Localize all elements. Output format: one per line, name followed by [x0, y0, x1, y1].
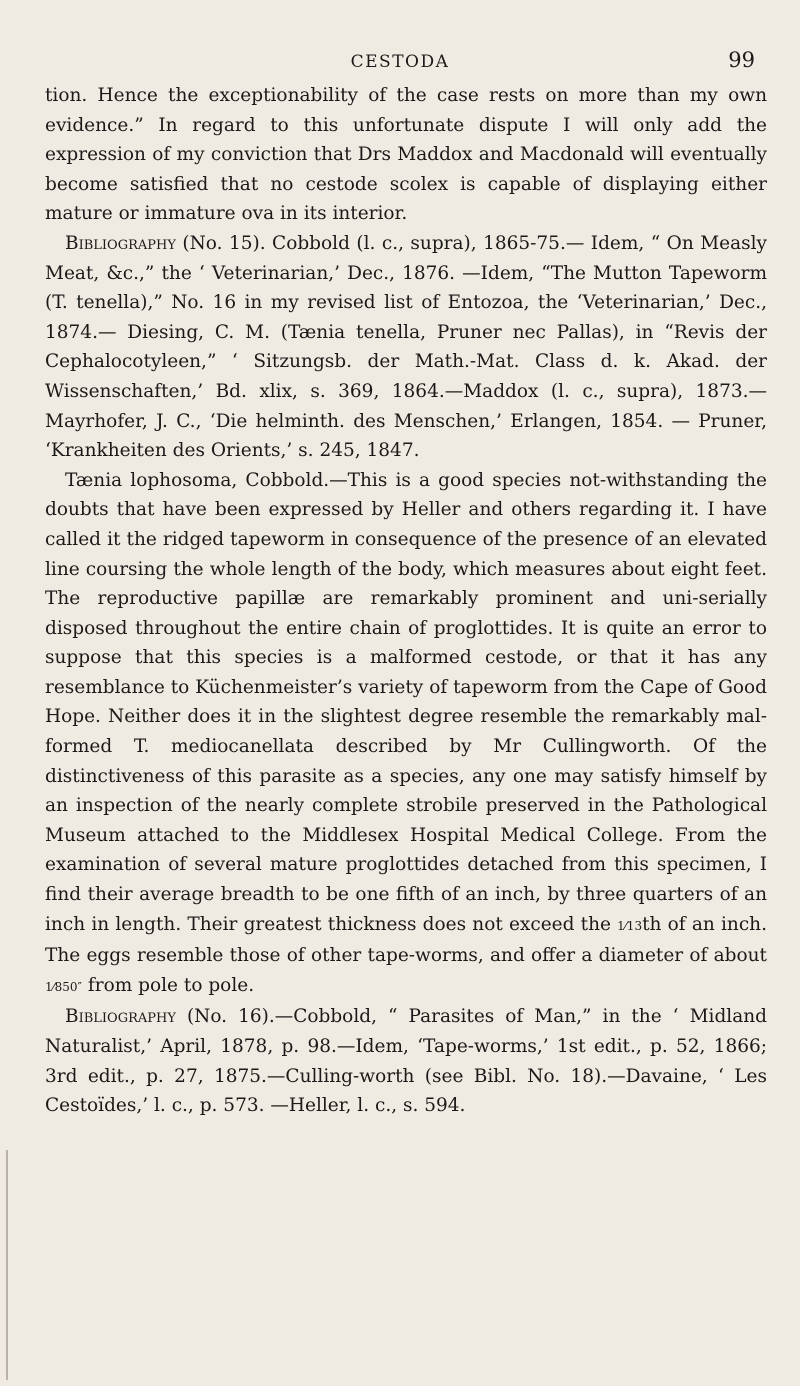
bibliography-text: (No. 16).—Cobbold, “ Parasites of Man,” in the ‘ Midland Naturalist,’ April, 1878, p. 98.—Idem, ‘Tape-worms,’ 1st edit., p. 52, 1866; 3rd edit., p. 27, 1875.—Culling-worth (see Bibl. No. 18).—Davaine, ‘ Les Cestoïdes,’ l. c., p. 573. —Heller, l. c., s. 594. [45, 1006, 767, 1117]
page-header [45, 48, 755, 78]
paragraph-text: Tænia lophosoma, Cobbold.—This is a good species not-withstanding the doubts that have been expressed by Heller and others regarding it. I have called it the ridged tapeworm in consequence of the presence of an elevated line coursing the whole length of the body, which measures about eight feet. The reproductive papillæ are remarkably prominent and uni-serially disposed throughout the entire chain of proglottides. It is quite an error to suppose that this species is a malformed cestode, or that it has any resemblance to Küchenmeister’s variety of tapeworm from the Cape of Good Hope. Neither does it in the slightest degree resemble the remarkably mal-formed T. mediocanellata described by Mr Cullingworth. Of the distinctiveness of this parasite as a species, any one may satisfy himself by an inspection of the nearly complete strobile preserved in the Pathological Museum attached to the Middlesex Hospital Medical College. From the examination of several mature proglottides detached from this specimen, I find their average breadth to be one fifth of an inch, by three quarters of an inch in length. Their greatest thickness does not exceed the [45, 469, 767, 935]
body-text [45, 81, 767, 1121]
paragraph-text: from pole to pole. [82, 974, 255, 996]
bibliography-no-16 [45, 1002, 767, 1120]
paragraph-text: th of an inch. The eggs resemble those of other tape-worms, and offer a diameter of about [45, 913, 767, 967]
fraction: 1⁄850″ [45, 979, 83, 994]
binding-edge [6, 1150, 8, 1380]
running-head: CESTODA [350, 52, 450, 72]
fraction: 1⁄13 [617, 918, 643, 933]
page-number: 99 [728, 48, 755, 72]
bibliography-no-15 [45, 229, 767, 466]
paragraph-continuation: tion. Hence the exceptionability of the case rests on more than my own evidence.” In regard to this unfortunate dispute I will only add the expression of my conviction that Drs Maddox and Macdonald will eventually become satisfied that no cestode scolex is capable of displaying either mature or immature ova in its interior. [45, 85, 767, 225]
bibliography-label: Bibliography [65, 1006, 176, 1028]
bibliography-text: (No. 15). Cobbold (l. c., supra), 1865-75.— Idem, “ On Measly Meat, &c.,” the ‘ Veterinarian,’ Dec., 1876. —Idem, “The Mutton Tapeworm (T. tenella),” No. 16 in my revised list of Entozoa, the ‘Veterinarian,’ Dec., 1874.— Diesing, C. M. (Tænia tenella, Pruner nec Pallas), in “Revis der Cephalocotyleen,” ‘ Sitzungsb. der Math.-Mat. Class d. k. Akad. der Wissenschaften,’ Bd. xlix, s. 369, 1864.—Maddox (l. c., supra), 1873.—Mayrhofer, J. C., ‘Die helminth. des Menschen,’ Erlangen, 1854. — Pruner, ‘Krankheiten des Orients,’ s. 245, 1847. [45, 232, 767, 462]
bibliography-label: Bibliography [65, 232, 176, 254]
taenia-lophosoma-paragraph [45, 466, 767, 1003]
